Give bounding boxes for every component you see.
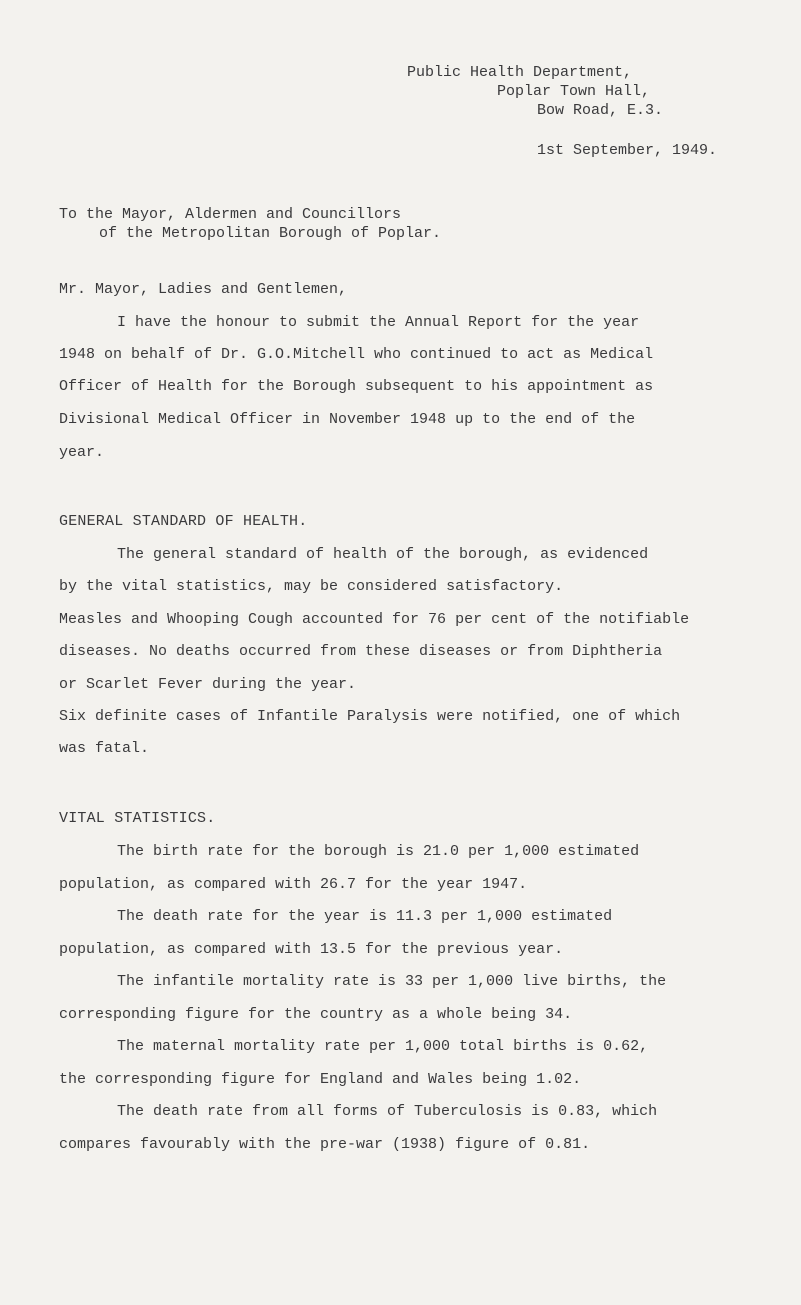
- recipient-line-1: To the Mayor, Aldermen and Councillors: [59, 206, 402, 223]
- intro-line: Divisional Medical Officer in November 1948 up to the end of the: [59, 411, 636, 428]
- general-line: Measles and Whooping Cough accounted for 76 per cent of the notifiable: [59, 611, 690, 628]
- intro-line: Officer of Health for the Borough subsequent to his appointment as: [59, 378, 654, 395]
- vital-line: The infantile mortality rate is 33 per 1,000 live births, the: [117, 973, 667, 990]
- address-line-1: Public Health Department,: [407, 64, 633, 81]
- section-heading-vital: VITAL STATISTICS.: [59, 810, 216, 827]
- salutation: Mr. Mayor, Ladies and Gentlemen,: [59, 281, 348, 298]
- intro-line: year.: [59, 444, 105, 461]
- vital-line: population, as compared with 26.7 for the year 1947.: [59, 876, 528, 893]
- vital-line: The death rate for the year is 11.3 per 1,000 estimated: [117, 908, 613, 925]
- vital-line: The death rate from all forms of Tuberculosis is 0.83, which: [117, 1103, 658, 1120]
- general-line: Six definite cases of Infantile Paralysis were notified, one of which: [59, 708, 681, 725]
- vital-line: The birth rate for the borough is 21.0 per 1,000 estimated: [117, 843, 640, 860]
- address-line-3: Bow Road, E.3.: [537, 102, 664, 119]
- general-line: The general standard of health of the borough, as evidenced: [117, 546, 649, 563]
- general-line: diseases. No deaths occurred from these diseases or from Diphtheria: [59, 643, 663, 660]
- vital-line: corresponding figure for the country as a whole being 34.: [59, 1006, 573, 1023]
- address-line-2: Poplar Town Hall,: [497, 83, 651, 100]
- section-heading-general: GENERAL STANDARD OF HEALTH.: [59, 513, 308, 530]
- vital-line: compares favourably with the pre-war (1938) figure of 0.81.: [59, 1136, 591, 1153]
- vital-line: The maternal mortality rate per 1,000 total births is 0.62,: [117, 1038, 649, 1055]
- intro-line: 1948 on behalf of Dr. G.O.Mitchell who continued to act as Medical: [59, 346, 654, 363]
- intro-line: I have the honour to submit the Annual Report for the year: [117, 314, 640, 331]
- vital-line: population, as compared with 13.5 for the previous year.: [59, 941, 564, 958]
- recipient-line-2: of the Metropolitan Borough of Poplar.: [99, 225, 442, 242]
- general-line: by the vital statistics, may be considered satisfactory.: [59, 578, 564, 595]
- general-line: or Scarlet Fever during the year.: [59, 676, 357, 693]
- letter-date: 1st September, 1949.: [537, 142, 718, 159]
- vital-line: the corresponding figure for England and Wales being 1.02.: [59, 1071, 582, 1088]
- general-line: was fatal.: [59, 740, 150, 757]
